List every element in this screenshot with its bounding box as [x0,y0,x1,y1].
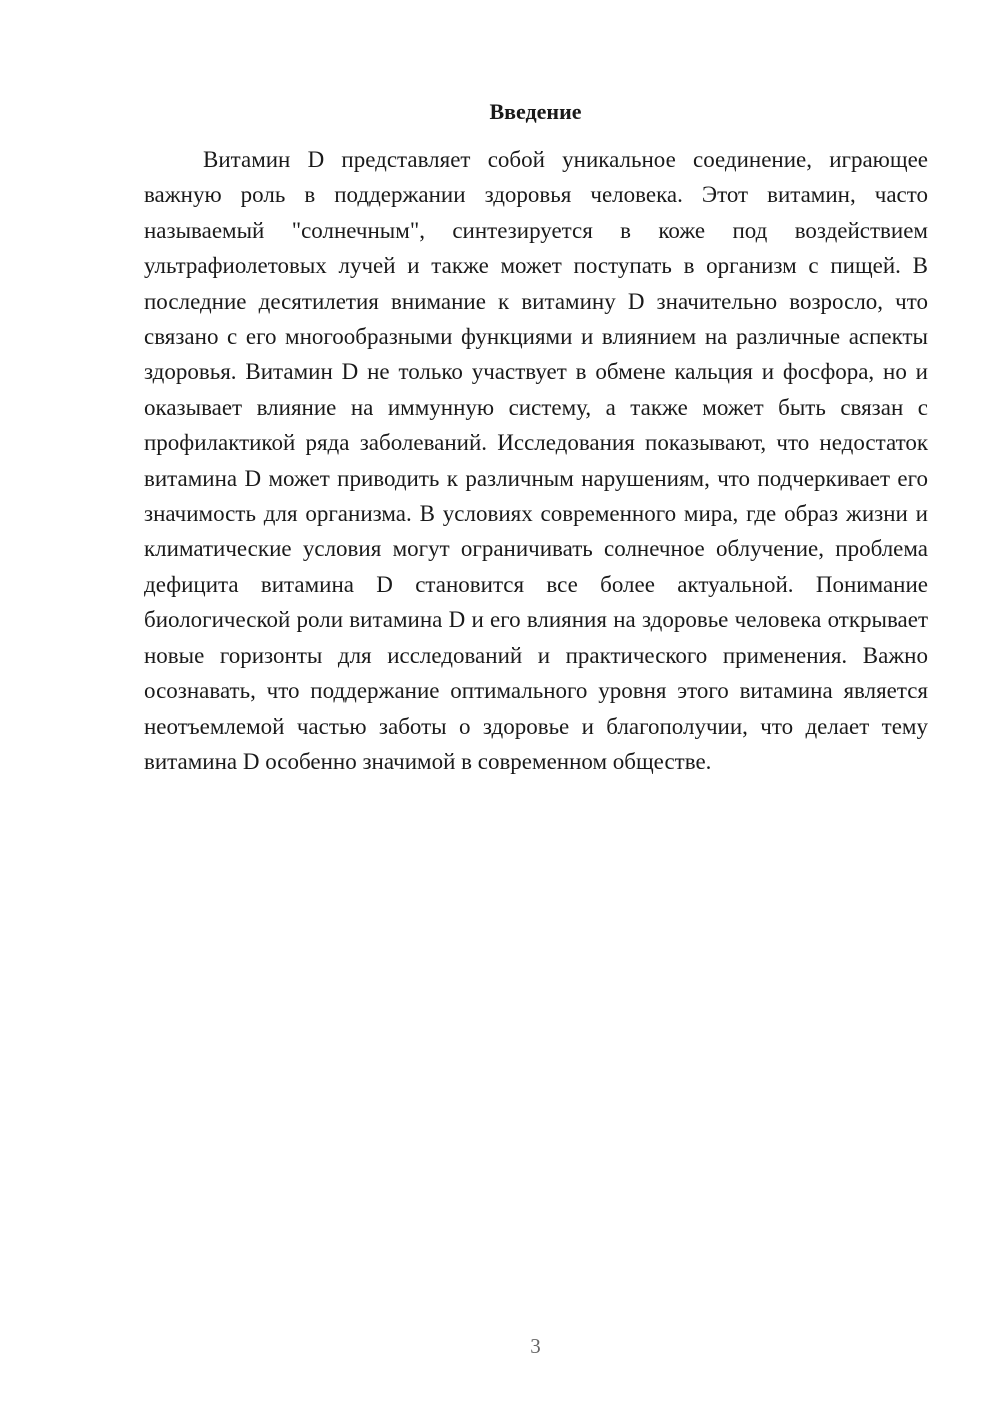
section-heading: Введение [489,99,582,124]
page-number: 3 [530,1334,541,1358]
intro-paragraph: Витамин D представляет собой уникальное соединение, играющее важную роль в поддержании здоровья человека. Этот витамин, часто называемый "солнечным", синтезируется в коже под воздействием ультрафиолетовых лучей и также может поступать в организм с пищей. В последние десятилетия внимание к витамину D значительно возросло, что связано с его многообразными функциями и влиянием на различные аспекты здоровья. Витамин D не только участвует в обмене кальция и фосфора, но и оказывает влияние на иммунную систему, а также может быть связан с профилактикой ряда заболеваний. Исследования показывают, что недостаток витамина D может приводить к различным нарушениям, что подчеркивает его значимость для организма. В условиях современного мира, где образ жизни и климатические условия могут ограничивать солнечное облучение, проблема дефицита витамина D становится все более актуальной. Понимание биологической роли витамина D и его влияния на здоровье человека открывает новые горизонты для исследований и практического применения. Важно осознавать, что поддержание оптимального уровня этого витамина является неотъемлемой частью заботы о здоровье и благополучии, что делает тему витамина D особенно значимой в современном обществе. [144,147,928,774]
